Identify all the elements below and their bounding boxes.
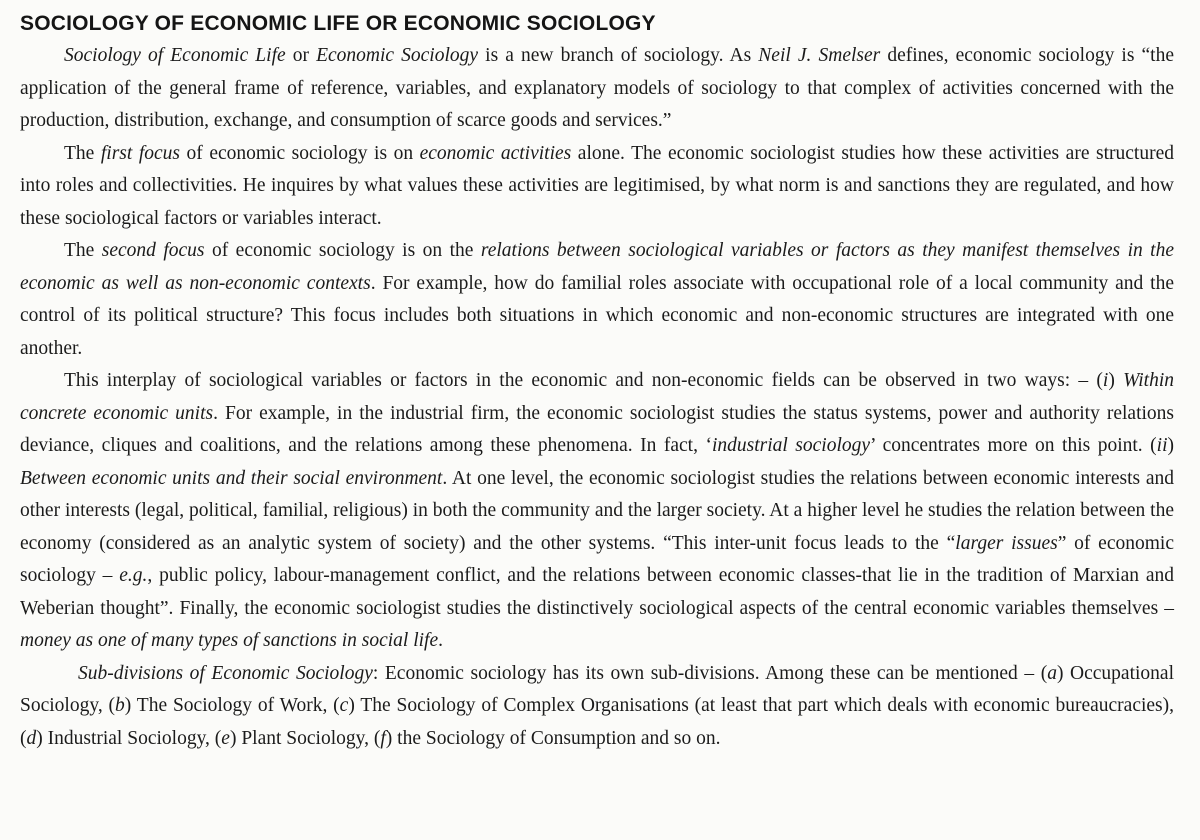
section-heading: SOCIOLOGY OF ECONOMIC LIFE OR ECONOMIC SOCIOLOGY: [20, 12, 656, 35]
paragraph-interplay: This interplay of sociological variables or factors in the economic and non-economic fields can be observed in two ways: – (i) Within concrete economic units. For example, in the industrial firm, the economic sociologist studies the status systems, power and authority relations deviance, cliques and coalitions, and the relations among these phenomena. In fact, ‘industrial sociology’ concentrates more on this point. (ii) Between economic units and their social environment. At one level, the economic sociologist studies the relations between economic interests and other interests (legal, political, familial, religious) in both the community and the larger society. At a higher level he studies the relation between the economy (considered as an analytic system of society) and the other systems. “This inter-unit focus leads to the “larger issues” of economic sociology – e.g., public policy, labour-management conflict, and the relations between economic classes-that lie in the tradition of Marxian and Weberian thought”. Finally, the economic sociologist studies the distinctively sociological aspects of the central economic variables themselves – money as one of many types of sanctions in social life.: [20, 370, 1175, 651]
paragraph-definition: Sociology of Economic Life or Economic Sociology is a new branch of sociology. As Neil J. Smelser defines, economic sociology is “the application of the general frame of reference, variables, and explanatory models of sociology to that complex of activities concerned with the production, distribution, exchange, and consumption of scarce goods and services.”: [20, 45, 1174, 131]
paragraph-subdivisions: Sub-divisions of Economic Sociology: Economic sociology has its own sub-divisions. Among these can be mentioned – (a) Occupational Sociology, (b) The Sociology of Work, (c) The Sociology of Complex Organisations (at least that part which deals with economic bureaucracies), (d) Industrial Sociology, (e) Plant Sociology, (f) the Sociology of Consumption and so on.: [20, 662, 1174, 749]
paragraph-first-focus: The first focus of economic sociology is on economic activities alone. The economic sociologist studies how these activities are structured into roles and collectivities. He inquires by what values these activities are legitimised, by what norm is and sanctions they are regulated, and how these sociological factors or variables interact.: [20, 142, 1174, 229]
paragraph-second-focus: The second focus of economic sociology is on the relations between sociological variables or factors as they manifest themselves in the economic as well as non-economic contexts. For example, how do familial roles associate with occupational role of a local community and the control of its political structure? This focus includes both situations in which economic and non-economic structures are integrated with one another.: [20, 240, 1175, 359]
